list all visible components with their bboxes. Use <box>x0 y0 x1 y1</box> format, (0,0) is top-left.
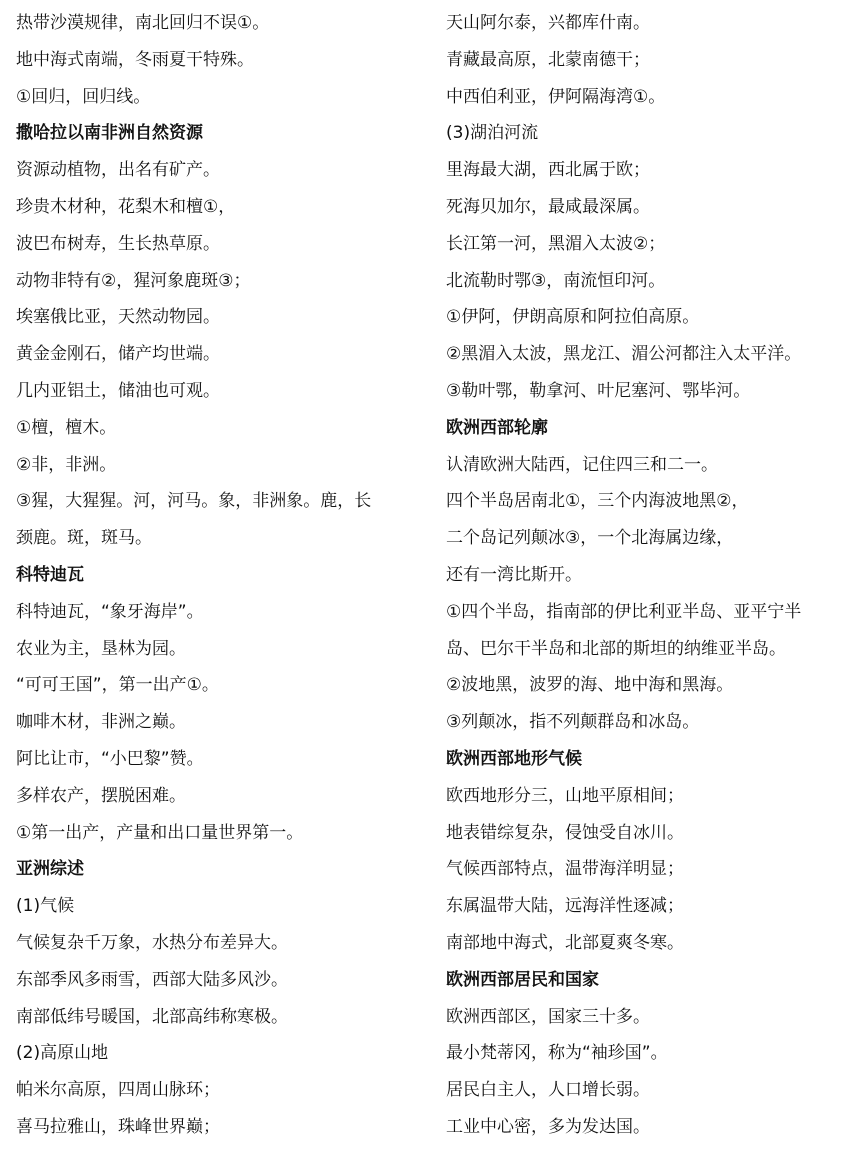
text-line: 四个半岛居南北①，三个内海波地黑②， <box>446 491 749 512</box>
text-line: 天山阿尔泰，兴都库什南。 <box>446 13 650 33</box>
text-line: ③勒叶鄂，勒拿河、叶尼塞河、鄂毕河。 <box>446 380 751 401</box>
text-line: 气候复杂千万象，水热分布差异大。 <box>16 932 288 953</box>
section-heading: 欧洲西部居民和国家 <box>446 969 599 990</box>
text-line: ②波地黑，波罗的海、地中海和黑海。 <box>446 675 734 696</box>
text-line: (3)湖泊河流 <box>446 123 539 144</box>
text-line: 喜马拉雅山，珠峰世界巅； <box>16 1116 220 1137</box>
text-line: 北流勒时鄂③，南流恒印河。 <box>446 270 666 291</box>
text-line: 动物非特有②，猩河象鹿斑③； <box>16 270 251 291</box>
section-heading: 欧洲西部地形气候 <box>446 748 582 769</box>
section-heading: 亚洲综述 <box>16 859 84 880</box>
text-line: 气候西部特点，温带海洋明显； <box>446 859 684 880</box>
text-line: 最小梵蒂冈，称为“袖珍国”。 <box>446 1043 668 1064</box>
left-column <box>16 5 426 1146</box>
text-line: 南部地中海式，北部夏爽冬寒。 <box>446 932 684 953</box>
text-line: 岛、巴尔干半岛和北部的斯坦的纳维亚半岛。 <box>446 638 786 659</box>
text-line: 科特迪瓦，“象牙海岸”。 <box>16 601 204 622</box>
text-line: 欧西地形分三，山地平原相间； <box>446 785 684 806</box>
text-line: 黄金金刚石，储产均世端。 <box>16 344 220 365</box>
text-line: 颈鹿。斑，斑马。 <box>16 528 152 549</box>
text-line: ①伊阿，伊朗高原和阿拉伯高原。 <box>446 307 700 328</box>
text-line: “可可王国”，第一出产①。 <box>16 675 219 696</box>
section-heading: 欧洲西部轮廓 <box>446 417 548 438</box>
text-line: 长江第一河，黑湄入太波②； <box>446 233 666 254</box>
text-line: (1)气候 <box>16 896 75 917</box>
text-line: ①第一出产，产量和出口量世界第一。 <box>16 822 304 843</box>
text-line: 热带沙漠规律，南北回归不误①。 <box>16 13 270 33</box>
text-line: 欧洲西部区，国家三十多。 <box>446 1006 650 1027</box>
text-line: 青藏最高原，北蒙南德干； <box>446 49 650 70</box>
section-heading: 科特迪瓦 <box>16 564 84 585</box>
text-line: 工业中心密，多为发达国。 <box>446 1116 650 1137</box>
text-line: 资源动植物，出名有矿产。 <box>16 160 220 181</box>
text-line: 认清欧洲大陆西，记住四三和二一。 <box>446 454 718 475</box>
text-line: 帕米尔高原，四周山脉环； <box>16 1080 220 1101</box>
text-line: 死海贝加尔，最咸最深属。 <box>446 196 650 217</box>
text-line: 居民白主人，人口增长弱。 <box>446 1080 650 1101</box>
text-line: 中西伯利亚，伊阿隔海湾①。 <box>446 86 666 107</box>
text-line: ③猩，大猩猩。河，河马。象，非洲象。鹿，长 <box>16 491 372 512</box>
text-line: (2)高原山地 <box>16 1043 109 1064</box>
text-line: ③列颠冰，指不列颠群岛和冰岛。 <box>446 712 700 733</box>
text-line: 地中海式南端，冬雨夏干特殊。 <box>16 49 254 70</box>
text-line: 多样农产，摆脱困难。 <box>16 785 186 806</box>
text-line: 波巴布树寿，生长热草原。 <box>16 233 220 254</box>
text-line: 还有一湾比斯开。 <box>446 564 582 585</box>
text-line: ①四个半岛，指南部的伊比利亚半岛、亚平宁半 <box>446 601 802 622</box>
section-heading: 撒哈拉以南非洲自然资源 <box>16 123 203 144</box>
text-line: 里海最大湖，西北属于欧； <box>446 160 650 181</box>
text-line: 埃塞俄比亚，天然动物园。 <box>16 307 220 328</box>
text-line: 东属温带大陆，远海洋性逐减； <box>446 896 684 917</box>
text-line: ①檀，檀木。 <box>16 417 117 438</box>
right-column <box>446 5 846 1146</box>
text-line: 珍贵木材种，花梨木和檀①， <box>16 196 236 217</box>
text-line: 南部低纬号暖国，北部高纬称寒极。 <box>16 1006 288 1027</box>
text-line: 地表错综复杂，侵蚀受自冰川。 <box>446 822 684 843</box>
text-line: 二个岛记列颠冰③，一个北海属边缘， <box>446 528 734 549</box>
text-line: 阿比让市，“小巴黎”赞。 <box>16 748 204 769</box>
text-line: ①回归，回归线。 <box>16 86 151 107</box>
text-line: 几内亚铝土，储油也可观。 <box>16 380 220 401</box>
text-line: ②黑湄入太波，黑龙江、湄公河都注入太平洋。 <box>446 344 802 365</box>
text-line: 咖啡木材，非洲之巅。 <box>16 712 186 733</box>
text-line: 农业为主，垦林为园。 <box>16 638 186 659</box>
text-line: ②非，非洲。 <box>16 454 117 475</box>
text-line: 东部季风多雨雪，西部大陆多风沙。 <box>16 969 288 990</box>
